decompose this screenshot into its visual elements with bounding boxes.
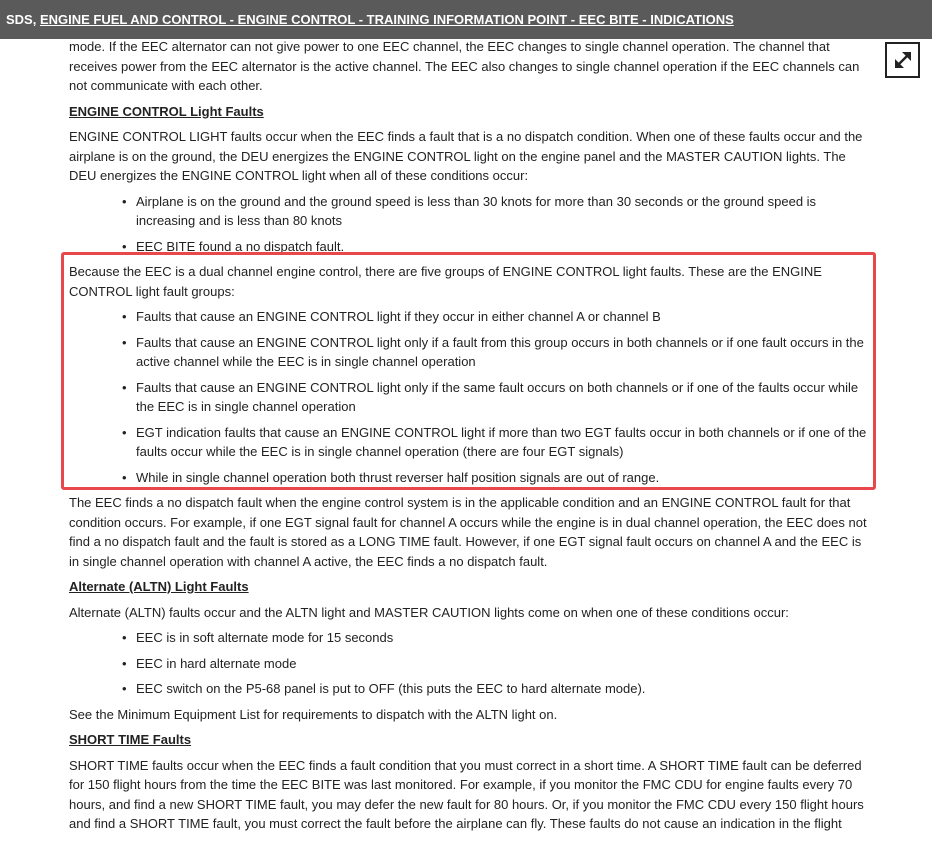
engine-control-conditions-list	[69, 192, 872, 257]
list-item: • EEC switch on the P5-68 panel is put to OFF (this puts the EEC to hard alternate mode).	[69, 679, 872, 699]
expand-arrows-icon	[892, 49, 914, 71]
list-item: • EEC is in soft alternate mode for 15 seconds	[69, 628, 872, 648]
list-item: • Faults that cause an ENGINE CONTROL light only if the same fault occurs on both channels or if one of the faults occur while the EEC is in single channel operation	[69, 378, 872, 417]
engine-control-heading: ENGINE CONTROL Light Faults	[69, 103, 264, 119]
list-item: • Airplane is on the ground and the ground speed is less than 30 knots for more than 30 seconds or the ground speed is increasing and is less than 80 knots	[69, 192, 872, 231]
header-title-link[interactable]: ENGINE FUEL AND CONTROL - ENGINE CONTROL - TRAINING INFORMATION POINT - EEC BITE - INDICATIONS	[39, 12, 734, 27]
altn-conditions-list	[69, 628, 872, 699]
list-item: • EGT indication faults that cause an ENGINE CONTROL light if more than two EGT faults occur in both channels or if one of the faults occur while the EEC is in single channel operation (there are four EGT signals)	[69, 423, 872, 462]
altn-heading: Alternate (ALTN) Light Faults	[69, 579, 249, 594]
short-time-heading: SHORT TIME Faults	[69, 732, 192, 747]
document-header	[0, 0, 932, 39]
altn-paragraph: Alternate (ALTN) faults occur and the ALTN light and MASTER CAUTION lights come on when one of these conditions occur:	[69, 604, 789, 620]
expand-button[interactable]	[885, 42, 920, 78]
header-prefix: SDS,	[6, 12, 40, 27]
engine-control-paragraph: ENGINE CONTROL LIGHT faults occur when the EEC finds a fault that is a no dispatch condition. When one of these faults occur and the airplane is on the ground, the DEU energizes the ENGINE CONTROL light on the engine panel and the MASTER CAUTION lights. The DEU energizes the ENGINE CONTROL light when all of these conditions occur:	[69, 129, 863, 183]
fault-groups-paragraph: Because the EEC is a dual channel engine control, there are five groups of ENGINE CONTROL light faults. These are the ENGINE CONTROL light fault groups:	[69, 264, 822, 299]
document-body	[69, 37, 872, 834]
intro-paragraph: mode. If the EEC alternator can not give power to one EEC channel, the EEC changes to single channel operation. The channel that receives power from the EEC alternator is the active channel. The EEC also changes to single channel operation if the EEC channels can not communicate with each other.	[69, 39, 860, 93]
short-time-paragraph: SHORT TIME faults occur when the EEC finds a fault condition that you must correct in a short time. A SHORT TIME fault can be deferred for 150 flight hours from the time the EEC BITE was last monitored. For example, if you monitor the FMC CDU for engine faults every 70 hours, and find a new SHORT TIME fault, you may defer the new fault for 80 hours. Or, if you monitor the FMC CDU every 150 flight hours and find a SHORT TIME fault, you must correct the fault before the airplane can fly. These faults do not cause an indication in the flight	[69, 757, 864, 831]
fault-groups-list	[69, 307, 872, 487]
mel-note: See the Minimum Equipment List for requirements to dispatch with the ALTN light on.	[69, 706, 558, 722]
list-item: • While in single channel operation both thrust reverser half position signals are out of range.	[69, 468, 872, 488]
no-dispatch-paragraph: The EEC finds a no dispatch fault when the engine control system is in the applicable condition and an ENGINE CONTROL fault for that condition occurs. For example, if one EGT signal fault for channel A occurs while the engine is in dual channel operation, the EEC does not find a no dispatch fault and the fault is stored as a LONG TIME fault. However, if one EGT signal fault occurs on channel A and the EEC is in single channel operation with channel A active, the EEC finds a no dispatch fault.	[69, 495, 867, 569]
list-item: • Faults that cause an ENGINE CONTROL light only if a fault from this group occurs in both channels or if one fault occurs in the active channel while the EEC is in single channel operation	[69, 333, 872, 372]
list-item: • EEC in hard alternate mode	[69, 654, 872, 674]
list-item: • EEC BITE found a no dispatch fault.	[69, 237, 872, 257]
list-item: • Faults that cause an ENGINE CONTROL light if they occur in either channel A or channel B	[69, 307, 872, 327]
